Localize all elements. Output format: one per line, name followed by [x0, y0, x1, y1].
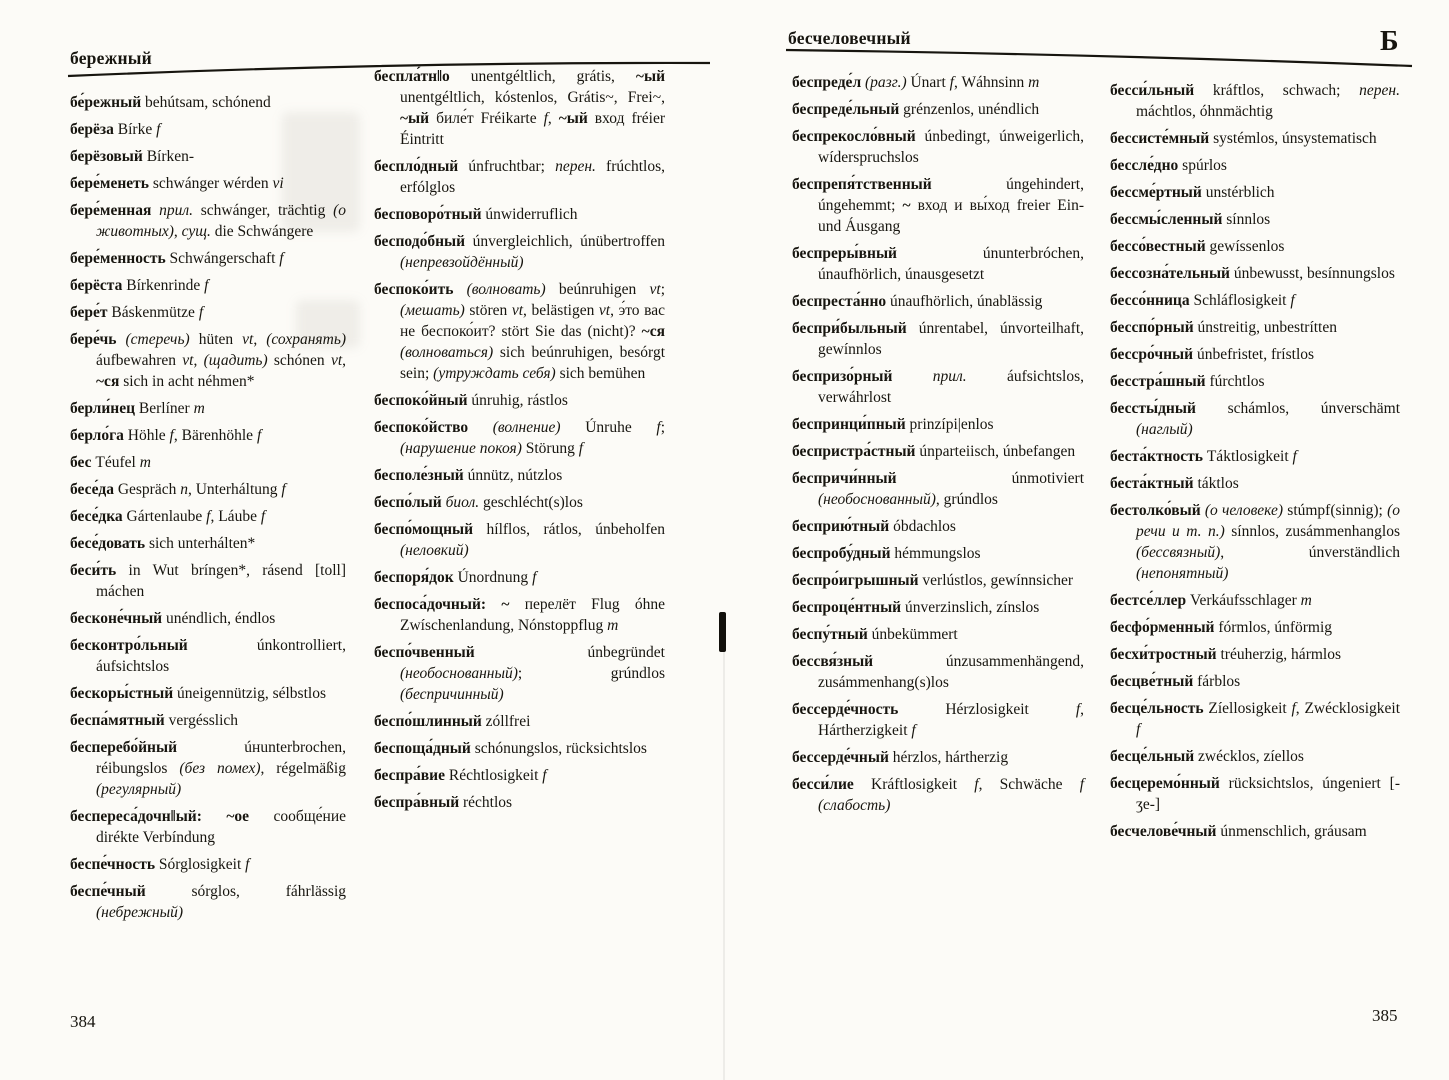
entry-headword: бесфо́рменный [1110, 619, 1215, 636]
dictionary-entry [1110, 773, 1400, 815]
entry-headword: беспра́вие [374, 767, 445, 784]
entry-headword: беспо́чвенный [374, 644, 475, 661]
entry-body: unstérblich [1205, 184, 1275, 201]
entry-headword: берло́га [70, 427, 124, 444]
entry-headword: бесспо́рный [1110, 319, 1194, 336]
entry-headword: бессо́вестный [1110, 238, 1206, 255]
entry-headword: бессмы́сленный [1110, 211, 1223, 228]
entry-body: zwécklos, zíellos [1198, 748, 1304, 765]
entry-body: hérzlos, hártherzig [892, 749, 1009, 766]
dictionary-entry [70, 560, 346, 602]
dictionary-entry [374, 642, 665, 705]
entry-headword: беспризо́рный [792, 368, 893, 385]
entry-headword: беспреде́л [792, 74, 862, 91]
dictionary-entry [70, 506, 346, 527]
entry-headword: беспо́шлинный [374, 713, 482, 730]
entry-body: únzusammenhängend, zusámmenhang(s)los [818, 653, 1084, 691]
entry-body: hílflos, rátlos, únbeholfen (неловкий) [400, 521, 666, 559]
entry-headword: беспло́дный [374, 158, 459, 175]
dictionary-entry [792, 126, 1084, 168]
running-head-right: бесчеловечный [788, 28, 911, 48]
dictionary-entry [1110, 317, 1400, 338]
entry-headword: бессерде́чность [792, 701, 899, 718]
entry-body: Höhle f, Bärenhöhle f [127, 427, 262, 444]
entry-headword: беспе́чный [70, 883, 146, 900]
entry-body: Bírken- [146, 148, 195, 165]
entry-body: vergésslich [168, 712, 239, 729]
right-page-column-2 [1110, 80, 1400, 848]
entry-body: sich unterhálten* [148, 535, 256, 552]
entry-body: systémlos, únsystematisch [1213, 130, 1377, 147]
dictionary-entry [70, 302, 346, 323]
entry-headword: бесконтро́льный [70, 637, 188, 654]
entry-headword: берёза [70, 121, 114, 138]
entry-body: úngehindert, úngehemmt; ~ вход и вы́ход freier Ein- und Áusgang [818, 176, 1084, 235]
entry-body: óbdachlos [893, 518, 956, 535]
dictionary-entry [70, 329, 346, 392]
entry-headword: бестсе́ллер [1110, 592, 1187, 609]
dictionary-entry [792, 774, 1084, 816]
dictionary-entry [70, 710, 346, 731]
dictionary-entry [792, 243, 1084, 285]
entry-headword: бесси́лие [792, 776, 854, 793]
entry-body: Zíellosigkeit f, Zwécklosigkeit f [1136, 700, 1401, 738]
entry-body: únaufhörlich, únablässig [890, 293, 1043, 310]
entry-body: únkontrolliert, áufsichtslos [96, 637, 346, 675]
entry-body: grénzenlos, unéndlich [903, 101, 1040, 118]
entry-headword: беста́ктность [1110, 448, 1203, 465]
entry-body: fárblos [1197, 673, 1241, 690]
entry-body: behútsam, schónend [145, 94, 271, 111]
gutter-ink-mark [719, 612, 726, 652]
dictionary-entry [792, 747, 1084, 768]
entry-body: Verkáufsschlager m [1190, 592, 1312, 609]
entry-body: ~ое сообще́ние dirékte Verbíndung [96, 808, 346, 846]
entry-headword: бессо́нница [1110, 292, 1190, 309]
entry-body: in Wut bríngen*, rásend [toll] máchen [96, 562, 346, 600]
entry-body: únbekümmert [871, 626, 958, 643]
entry-headword: беспрепя́тственный [792, 176, 932, 193]
dictionary-entry [70, 119, 346, 140]
dictionary-entry [792, 516, 1084, 537]
entry-headword: бескоры́стный [70, 685, 174, 702]
dictionary-entry [792, 699, 1084, 741]
dictionary-entry [70, 479, 346, 500]
entry-headword: бессро́чный [1110, 346, 1194, 363]
entry-body: táktlos [1197, 475, 1239, 492]
entry-headword: беспу́тный [792, 626, 868, 643]
dictionary-entry [1110, 398, 1400, 440]
entry-body: unéndlich, éndlos [165, 610, 276, 627]
dictionary-entry [1110, 344, 1400, 365]
dictionary-entry [374, 765, 665, 786]
dictionary-entry [1110, 698, 1400, 740]
entry-body: (разг.) Únart f, Wáhnsinn m [865, 74, 1040, 91]
entry-body: (волнение) Únruhe f; (нарушение покоя) Störung f [400, 419, 665, 457]
entry-body: únbedingt, únweigerlich, wíderspruchslos [818, 128, 1084, 166]
entry-headword: бесполе́зный [374, 467, 464, 484]
entry-body: Kráftlosigkeit f, Schwäche f (слабость) [818, 776, 1084, 814]
dictionary-entry [1110, 182, 1400, 203]
dictionary-entry [1110, 821, 1400, 842]
dictionary-entry [1110, 617, 1400, 638]
entry-body: Bírkenrinde f [126, 277, 209, 294]
dictionary-entry [374, 231, 665, 273]
entry-headword: беспро́игрышный [792, 572, 919, 589]
entry-headword: беспоря́док [374, 569, 454, 586]
dictionary-entry [70, 398, 346, 419]
dictionary-entry [374, 711, 665, 732]
entry-body: gewíssenlos [1209, 238, 1285, 255]
dictionary-entry [792, 174, 1084, 237]
dictionary-entry [1110, 209, 1400, 230]
dictionary-entry [374, 567, 665, 588]
dictionary-entry [1110, 746, 1400, 767]
entry-headword: беспробу́дный [792, 545, 891, 562]
dictionary-entry [792, 99, 1084, 120]
entry-headword: беста́ктный [1110, 475, 1194, 492]
entry-headword: беспристра́стный [792, 443, 916, 460]
entry-body: únunterbróchen, únaufhörlich, únausgesetzt [818, 245, 1084, 283]
entry-body: fúrchtlos [1209, 373, 1265, 390]
entry-headword: бесси́льный [1110, 82, 1195, 99]
gutter-shadow [723, 652, 725, 1080]
entry-body: Báskenmütze f [111, 304, 204, 321]
running-head-left: бережный [70, 48, 152, 68]
entry-headword: беспринци́пный [792, 416, 906, 433]
entry-body: prinzípi|enlos [909, 416, 994, 433]
entry-headword: беспри́быльный [792, 320, 907, 337]
entry-headword: бере́менная [70, 202, 152, 219]
entry-headword: бестолко́вый [1110, 502, 1201, 519]
entry-headword: бессерде́чный [792, 749, 889, 766]
entry-headword: беспричи́нный [792, 470, 897, 487]
entry-body: unentgéltlich, grátis, ~ый unentgéltlich, kóstenlos, Grátis~, Frei~, ~ый биле́т Fréikarte f, ~ый вход fréier Éintritt [400, 68, 666, 148]
entry-body: rücksichtslos, úngeniert [-ʒe-] [1136, 775, 1401, 813]
entry-body: zóllfrei [485, 713, 531, 730]
entry-body: únwiderruflich [485, 206, 578, 223]
dictionary-entry [792, 366, 1084, 408]
entry-body: verlústlos, gewínnsicher [922, 572, 1074, 589]
dictionary-entry [1110, 446, 1400, 467]
dictionary-entry [70, 248, 346, 269]
entry-body: Hérzlosigkeit f, Hártherzigkeit f [818, 701, 1084, 739]
entry-headword: беспо́лый [374, 494, 442, 511]
entry-body: únvergleichlich, únübertroffen (непревзойдённый) [400, 233, 666, 271]
entry-headword: беспоко́ить [374, 281, 454, 298]
entry-headword: бесперебо́йный [70, 739, 177, 756]
entry-body: úneigennützig, sélbstlos [177, 685, 326, 702]
entry-headword: бесцеремо́нный [1110, 775, 1220, 792]
entry-body: Sórglosigkeit f [158, 856, 250, 873]
entry-headword: бере́менность [70, 250, 166, 267]
entry-headword: беспоща́дный [374, 740, 471, 757]
entry-headword: бесповоро́тный [374, 206, 482, 223]
entry-headword: бессме́ртный [1110, 184, 1202, 201]
dictionary-entry [1110, 473, 1400, 494]
entry-headword: беспроце́нтный [792, 599, 902, 616]
entry-headword: бере́чь [70, 331, 117, 348]
entry-body: Únordnung f [457, 569, 537, 586]
dictionary-entry [1110, 155, 1400, 176]
entry-headword: беспреде́льный [792, 101, 900, 118]
entry-headword: беспереса́дочн‖ый: [70, 808, 202, 825]
entry-body: Gespräch n, Unterháltung f [117, 481, 286, 498]
dictionary-entry [374, 738, 665, 759]
dictionary-entry [1110, 263, 1400, 284]
entry-body: Bírke f [117, 121, 161, 138]
entry-headword: бере́т [70, 304, 108, 321]
dictionary-entry [70, 452, 346, 473]
dictionary-entry [70, 200, 346, 242]
dictionary-entry [1110, 644, 1400, 665]
entry-headword: бес [70, 454, 92, 471]
entry-body: ~ перелёт Flug óhne Zwíschenlandung, Nónstoppflug m [400, 596, 665, 634]
dictionary-entry [792, 318, 1084, 360]
entry-body: Téufel m [95, 454, 151, 471]
entry-body: Réchtlosigkeit f [448, 767, 547, 784]
entry-body: (стеречь) hüten vt, (сохранять) áufbewahren vt, (щадить) schónen vt, ~ся sich in acht néhmen* [96, 331, 347, 390]
left-page-column-1 [70, 92, 346, 929]
entry-body: прил. schwánger, trächtig (о животных), сущ. die Schwángere [96, 202, 346, 240]
entry-headword: беспа́мятный [70, 712, 165, 729]
entry-headword: бесприю́тный [792, 518, 890, 535]
entry-body: únfruchtbar; перен. frúchtlos, erfólglos [400, 158, 666, 196]
entry-headword: бесце́льный [1110, 748, 1195, 765]
dictionary-entry [1110, 590, 1400, 611]
page-number-right: 385 [1372, 1006, 1398, 1025]
entry-headword: бесцве́тный [1110, 673, 1194, 690]
dictionary-entry [70, 92, 346, 113]
section-letter: Б [1380, 26, 1399, 57]
dictionary-entry [374, 792, 665, 813]
entry-body: Berlíner m [138, 400, 205, 417]
entry-body: fórmlos, únförmig [1218, 619, 1333, 636]
entry-body: réchtlos [463, 794, 513, 811]
dictionary-entry [70, 608, 346, 629]
entry-headword: бесхи́тростный [1110, 646, 1217, 663]
entry-headword: бессозна́тельный [1110, 265, 1230, 282]
dictionary-entry [374, 519, 665, 561]
entry-body: únruhig, rástlos [471, 392, 568, 409]
entry-body: Schláflosigkeit f [1193, 292, 1295, 309]
dictionary-entry [70, 425, 346, 446]
dictionary-entry [374, 390, 665, 411]
header-rule-right [784, 42, 1416, 72]
entry-headword: бесе́да [70, 481, 114, 498]
entry-body: kráftlos, schwach; перен. máchtlos, óhnmächtig [1136, 82, 1400, 120]
dictionary-entry [70, 173, 346, 194]
dictionary-entry [792, 624, 1084, 645]
entry-body: Gártenlaube f, Láube f [126, 508, 266, 525]
dictionary-entry [70, 683, 346, 704]
dictionary-entry [792, 72, 1084, 93]
entry-headword: беси́ть [70, 562, 117, 579]
dictionary-entry [792, 291, 1084, 312]
entry-body: únmenschlich, gráusam [1220, 823, 1367, 840]
dictionary-entry [374, 204, 665, 225]
dictionary-entry [1110, 236, 1400, 257]
entry-headword: бессле́дно [1110, 157, 1179, 174]
dictionary-entry [374, 156, 665, 198]
entry-body: únparteiisch, únbefangen [919, 443, 1076, 460]
entry-headword: бере́менеть [70, 175, 149, 192]
entry-body: spúrlos [1182, 157, 1227, 174]
dictionary-entry [792, 414, 1084, 435]
dictionary-entry [1110, 128, 1400, 149]
entry-body: schwánger wérden vi [152, 175, 284, 192]
entry-headword: бесподо́бный [374, 233, 466, 250]
entry-body: hémmungslos [894, 545, 981, 562]
entry-body: прил. áufsichtslos, verwáhrlost [818, 368, 1084, 406]
entry-body: schónungslos, rücksichtslos [474, 740, 647, 757]
dictionary-entry [70, 635, 346, 677]
entry-body: únrentabel, únvorteilhaft, gewínnlos [818, 320, 1084, 358]
entry-body: tréuherzig, hármlos [1220, 646, 1341, 663]
entry-headword: беспоса́дочный: [374, 596, 487, 613]
dictionary-entry [792, 468, 1084, 510]
entry-body: schámlos, únverschämt (наглый) [1136, 400, 1400, 438]
dictionary-entry [70, 806, 346, 848]
entry-headword: бессвя́зный [792, 653, 874, 670]
entry-body: биол. geschlécht(s)los [445, 494, 583, 511]
dictionary-entry [1110, 500, 1400, 584]
entry-body: únstreitig, unbestrítten [1197, 319, 1337, 336]
entry-headword: берёзовый [70, 148, 143, 165]
dictionary-entry [792, 543, 1084, 564]
entry-body: únnütz, nútzlos [467, 467, 563, 484]
entry-headword: берёста [70, 277, 123, 294]
entry-body: únbegründet (необоснованный); grúndlos (беспричинный) [400, 644, 665, 703]
entry-headword: берли́нец [70, 400, 136, 417]
dictionary-entry [374, 465, 665, 486]
dictionary-entry [70, 854, 346, 875]
dictionary-entry [374, 66, 665, 150]
dictionary-entry [374, 492, 665, 513]
entry-headword: бесе́дка [70, 508, 123, 525]
entry-headword: беспе́чность [70, 856, 156, 873]
dictionary-entry [374, 279, 665, 384]
entry-headword: беспреста́нно [792, 293, 887, 310]
entry-headword: беспреры́вный [792, 245, 897, 262]
entry-body: Táktlosigkeit f [1206, 448, 1297, 465]
entry-body: sórglos, fáhrlässig (небрежный) [96, 883, 347, 921]
dictionary-entry [1110, 290, 1400, 311]
entry-headword: бесстра́шный [1110, 373, 1206, 390]
dictionary-entry [374, 594, 665, 636]
entry-headword: беспла́тн‖о [374, 68, 450, 85]
entry-headword: бесчелове́чный [1110, 823, 1217, 840]
entry-body: únbewusst, besínnungslos [1233, 265, 1395, 282]
entry-headword: беспоко́йство [374, 419, 469, 436]
dictionary-entry [1110, 371, 1400, 392]
page-number-left: 384 [70, 1012, 96, 1031]
entry-body: únmotiviert (необоснованный), grúndlos [818, 470, 1084, 508]
right-page-column-1 [792, 72, 1084, 822]
entry-body: (волновать) beúnruhigen vt; (мешать) stören vt, belästigen vt, э́то вас не беспоко́ит? stört Sie das (nicht)? ~ся (волноваться) sich beúnruhigen, besórgt sein; (утруждать себя) sich bemühen [400, 281, 666, 382]
entry-headword: бе́режный [70, 94, 142, 111]
dictionary-entry [70, 881, 346, 923]
entry-headword: беспоко́йный [374, 392, 468, 409]
dictionary-entry [792, 570, 1084, 591]
dictionary-entry [792, 597, 1084, 618]
entry-headword: беспо́мощный [374, 521, 474, 538]
entry-headword: бессисте́мный [1110, 130, 1210, 147]
entry-headword: беспрекосло́вный [792, 128, 916, 145]
entry-body: sínnlos [1226, 211, 1271, 228]
entry-body: Schwángerschaft f [169, 250, 284, 267]
dictionary-entry [70, 275, 346, 296]
dictionary-entry [70, 146, 346, 167]
entry-headword: бесце́льность [1110, 700, 1204, 717]
entry-headword: бессты́дный [1110, 400, 1196, 417]
entry-headword: бесе́довать [70, 535, 146, 552]
entry-body: únverzinslich, zínslos [905, 599, 1040, 616]
entry-body: úнunterbrochen, réibungslos (без помех), régelmäßig (регулярный) [96, 739, 346, 798]
dictionary-entry [792, 441, 1084, 462]
entry-headword: бесконе́чный [70, 610, 163, 627]
dictionary-entry [70, 533, 346, 554]
dictionary-entry [1110, 671, 1400, 692]
entry-body: (о человеке) stúmpf(sinnig); (о речи и т. п.) sínnlos, zusámmenhanglos (бессвязный), únverständlich (непонятный) [1136, 502, 1400, 582]
entry-body: únbefristet, frístlos [1196, 346, 1315, 363]
dictionary-entry [792, 651, 1084, 693]
dictionary-entry [1110, 80, 1400, 122]
dictionary-entry [374, 417, 665, 459]
entry-headword: беспра́вный [374, 794, 460, 811]
dictionary-entry [70, 737, 346, 800]
left-page-column-2 [374, 66, 665, 819]
